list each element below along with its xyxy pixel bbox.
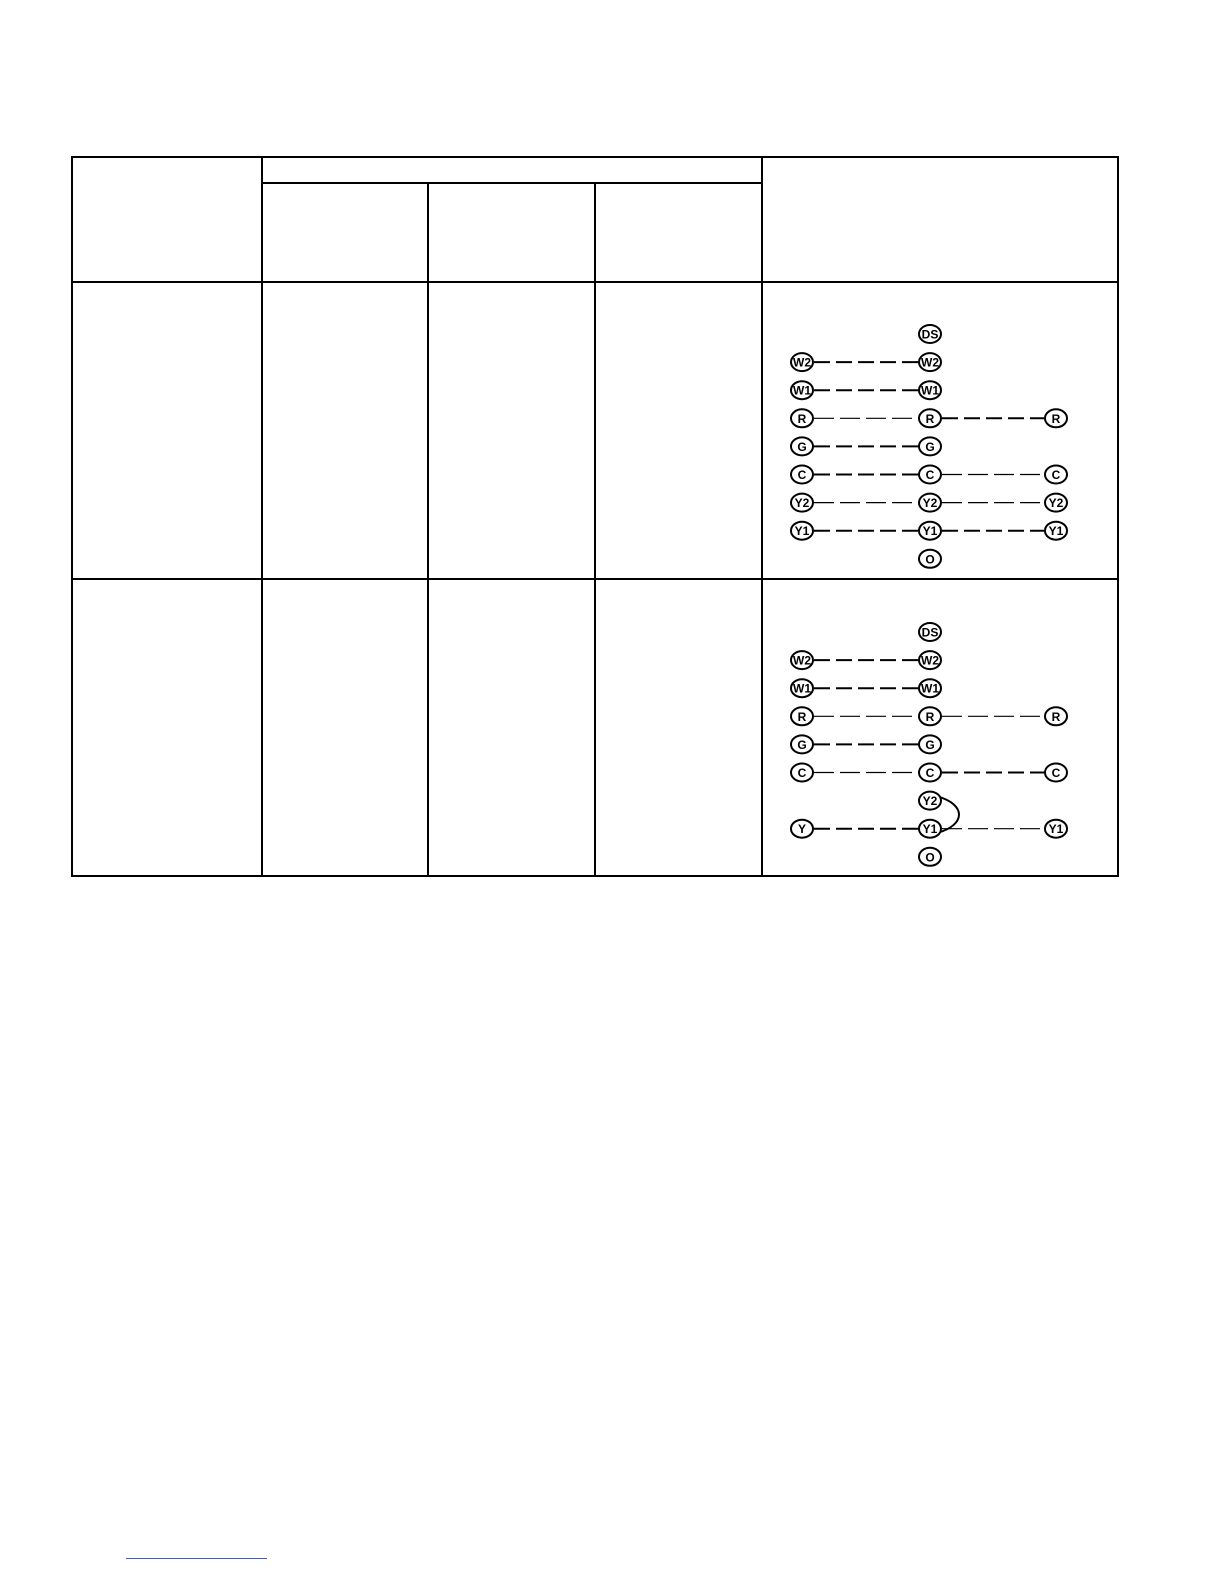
terminal-label: Y1 bbox=[794, 524, 810, 539]
terminal-board-o bbox=[919, 848, 941, 866]
terminal-board-g bbox=[919, 735, 941, 753]
terminal-label: Y bbox=[797, 822, 807, 837]
terminal-board-w1 bbox=[919, 679, 941, 697]
terminal-outdoor-y1 bbox=[1045, 522, 1067, 540]
wiring-diagram-two-stage bbox=[791, 325, 1067, 568]
terminal-thermostat-w2 bbox=[791, 651, 813, 669]
terminal-label: C bbox=[797, 766, 807, 780]
terminal-board-ds bbox=[919, 623, 941, 641]
terminal-label: R bbox=[1051, 411, 1061, 426]
terminal-outdoor-c bbox=[1045, 764, 1067, 782]
terminal-board-o bbox=[919, 550, 941, 568]
terminal-outdoor-r bbox=[1045, 409, 1067, 427]
terminal-thermostat-g bbox=[791, 437, 813, 455]
terminal-board-y1 bbox=[919, 522, 941, 540]
terminal-label: W1 bbox=[793, 383, 811, 398]
terminal-label: Y2 bbox=[922, 794, 938, 809]
terminal-label: R bbox=[925, 411, 935, 426]
wiring-table bbox=[71, 156, 1119, 877]
terminal-label: Y2 bbox=[1048, 496, 1064, 511]
terminal-label: C bbox=[925, 468, 935, 482]
terminal-label: G bbox=[925, 737, 935, 752]
terminal-board-ds bbox=[919, 325, 941, 343]
terminal-thermostat-c bbox=[791, 764, 813, 782]
terminal-thermostat-y2 bbox=[791, 494, 813, 512]
terminal-label: O bbox=[925, 552, 935, 567]
terminal-label: DS bbox=[921, 327, 939, 342]
terminal-label: R bbox=[1051, 709, 1061, 724]
terminal-outdoor-r bbox=[1045, 707, 1067, 725]
wiring-diagram-single-stage bbox=[791, 623, 1067, 866]
terminal-thermostat-y1 bbox=[791, 522, 813, 540]
terminal-label: C bbox=[797, 468, 807, 482]
terminal-outdoor-y1 bbox=[1045, 820, 1067, 838]
terminal-label: Y1 bbox=[922, 524, 938, 539]
terminal-label: Y2 bbox=[922, 496, 938, 511]
terminal-label: R bbox=[797, 411, 807, 426]
terminal-board-y2 bbox=[919, 494, 941, 512]
terminal-board-r bbox=[919, 707, 941, 725]
terminal-thermostat-y bbox=[791, 820, 813, 838]
terminal-label: W1 bbox=[793, 681, 811, 696]
terminal-thermostat-g bbox=[791, 735, 813, 753]
terminal-label: Y1 bbox=[1048, 822, 1064, 837]
terminal-label: G bbox=[925, 439, 935, 454]
footer-rule bbox=[126, 1558, 267, 1559]
terminal-board-c bbox=[919, 466, 941, 484]
terminal-outdoor-c bbox=[1045, 466, 1067, 484]
terminal-board-c bbox=[919, 764, 941, 782]
terminal-label: W2 bbox=[921, 355, 939, 370]
terminal-label: G bbox=[797, 439, 807, 454]
terminal-board-w2 bbox=[919, 651, 941, 669]
terminal-label: Y2 bbox=[794, 496, 810, 511]
terminal-thermostat-r bbox=[791, 707, 813, 725]
terminal-label: DS bbox=[921, 625, 939, 640]
terminal-thermostat-w2 bbox=[791, 353, 813, 371]
terminal-board-w2 bbox=[919, 353, 941, 371]
terminal-thermostat-c bbox=[791, 466, 813, 484]
terminal-label: Y1 bbox=[1048, 524, 1064, 539]
terminal-label: Y1 bbox=[922, 822, 938, 837]
terminal-label: W2 bbox=[793, 653, 811, 668]
terminal-label: W2 bbox=[921, 653, 939, 668]
terminal-board-r bbox=[919, 409, 941, 427]
terminal-label: C bbox=[1051, 766, 1061, 780]
terminal-label: C bbox=[925, 766, 935, 780]
terminal-label: O bbox=[925, 850, 935, 865]
terminal-label: C bbox=[1051, 468, 1061, 482]
terminal-board-w1 bbox=[919, 381, 941, 399]
terminal-label: W1 bbox=[921, 681, 939, 696]
terminal-label: R bbox=[797, 709, 807, 724]
terminal-label: W2 bbox=[793, 355, 811, 370]
terminal-board-g bbox=[919, 437, 941, 455]
terminal-board-y1 bbox=[919, 820, 941, 838]
terminal-label: W1 bbox=[921, 383, 939, 398]
terminal-board-y2 bbox=[919, 792, 941, 810]
terminal-label: R bbox=[925, 709, 935, 724]
terminal-label: G bbox=[797, 737, 807, 752]
terminal-outdoor-y2 bbox=[1045, 494, 1067, 512]
terminal-thermostat-w1 bbox=[791, 381, 813, 399]
terminal-thermostat-w1 bbox=[791, 679, 813, 697]
terminal-thermostat-r bbox=[791, 409, 813, 427]
